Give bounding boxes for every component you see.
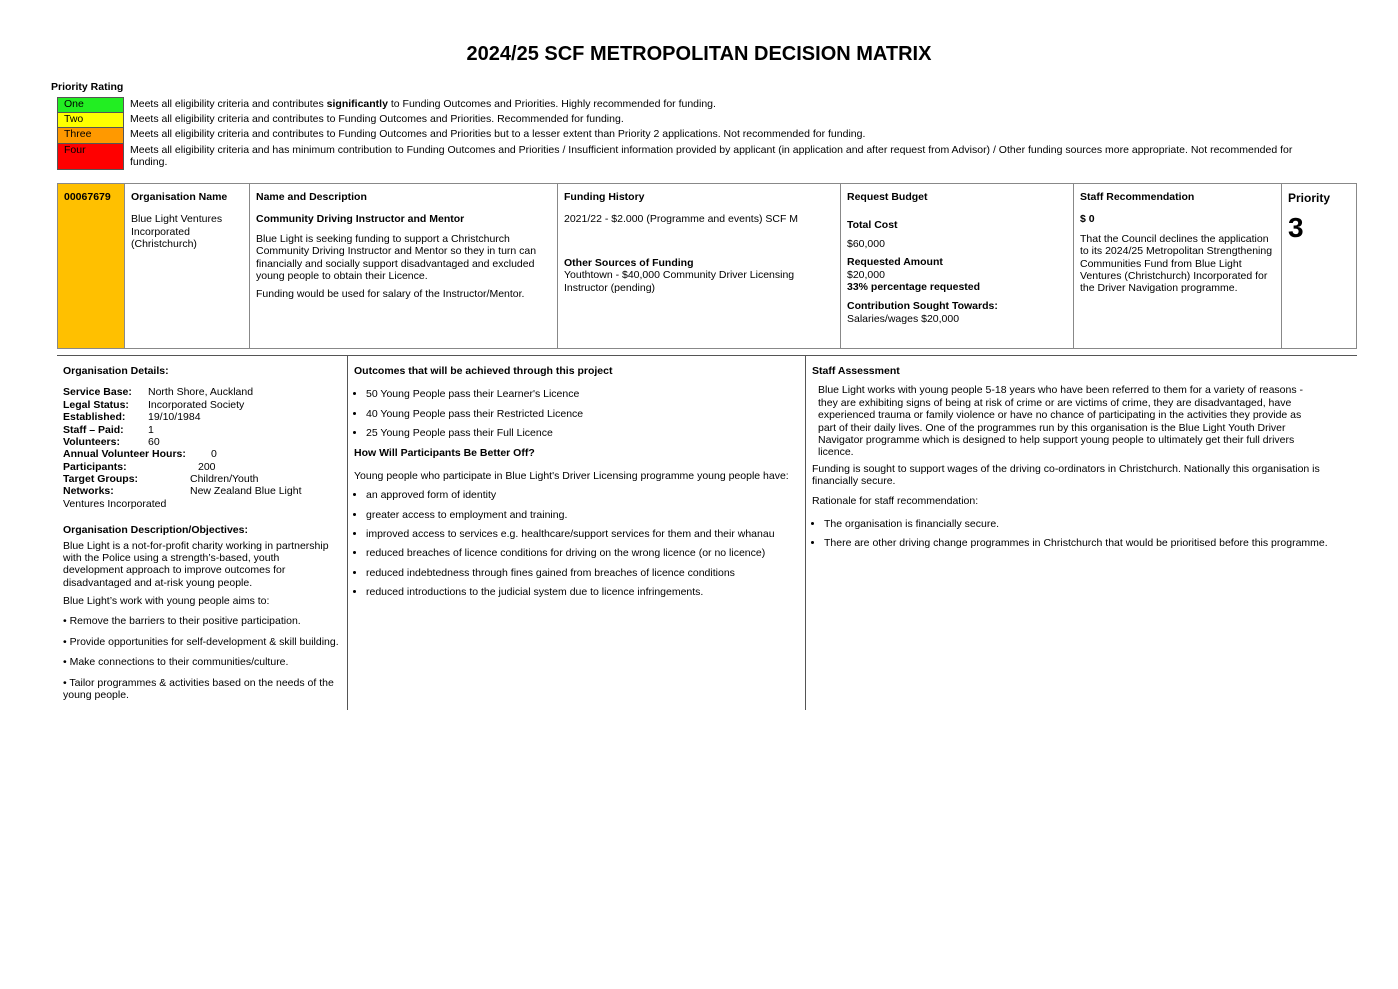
priority-value: 3 — [1288, 212, 1304, 244]
project-name: Community Driving Instructor and Mentor — [256, 213, 465, 226]
staff-recommendation-heading: Staff Recommendation — [1080, 191, 1195, 203]
aim-item: • Tailor programmes & activities based on the needs of the young people. — [63, 676, 334, 701]
priority-row-two — [57, 112, 1317, 127]
rationale-list — [812, 518, 1351, 550]
organisation-name: Blue Light Ventures Incorporated (Christchurch) — [131, 213, 223, 251]
project-funding-use: Funding would be used for salary of the Instructor/Mentor. — [256, 288, 525, 301]
outcome-item: • 50 Young People pass their Learner's Licence — [366, 388, 799, 400]
percentage-requested: 33% percentage requested — [847, 280, 981, 293]
staff-recommendation-cell — [1074, 184, 1282, 348]
requested-amount-label: Requested Amount — [847, 256, 943, 269]
better-off-item: • reduced indebtedness through fines gained from breaches of licence conditions — [366, 567, 799, 579]
organisation-description-heading: Organisation Description/Objectives: — [63, 524, 248, 537]
project-description: Blue Light is seeking funding to support a Christchurch Community Driving Instructor and Mentor so they in turn can financially and socially support disadvantaged and excluded young people to obtain their Licence. — [256, 232, 537, 282]
priority-label: One — [57, 97, 124, 112]
detail-row: Volunteers: 60 — [63, 435, 160, 448]
rationale-item: • The organisation is financially secure. — [824, 518, 1351, 530]
detail-row: Service Base: North Shore, Auckland — [63, 386, 254, 399]
priority-description: Meets all eligibility criteria and contributes to Funding Outcomes and Priorities but to a lesser extent than Priority 2 applications. Not recommended for funding. — [130, 128, 866, 140]
name-description-cell — [250, 184, 558, 348]
page-title: 2024/25 SCF METROPOLITAN DECISION MATRIX — [466, 43, 932, 65]
priority-row-three — [57, 127, 1317, 143]
application-summary-table — [57, 183, 1357, 349]
funding-history-cell — [558, 184, 841, 348]
priority-description: Meets all eligibility criteria and has minimum contribution to Funding Outcomes and Priorities / Insufficient information provided by applicant (in application and after request from Advisor) / Other funding sources more appropriate. Not recommended for funding. — [130, 144, 1293, 169]
aim-item: • Make connections to their communities/culture. — [63, 656, 289, 669]
priority-label: Two — [57, 112, 124, 127]
name-description-heading: Name and Description — [256, 191, 367, 203]
better-off-heading: How Will Participants Be Better Off? — [354, 446, 535, 459]
priority-row-one — [57, 97, 1317, 112]
detail-row: Annual Volunteer Hours: 0 — [63, 448, 217, 461]
better-off-item: • improved access to services e.g. healthcare/support services for them and their whanau — [366, 528, 799, 540]
organisation-name-heading: Organisation Name — [131, 191, 228, 203]
detail-row: Established: 19/10/1984 — [63, 411, 201, 424]
priority-rating-heading: Priority Rating — [51, 81, 124, 93]
priority-row-four — [57, 143, 1317, 170]
better-off-item: • an approved form of identity — [366, 489, 799, 501]
contribution-value: Salaries/wages $20,000 — [847, 312, 960, 325]
organisation-aims-intro: Blue Light’s work with young people aims to: — [63, 595, 270, 607]
organisation-description: Blue Light is a not-for-profit charity working in partnership with the Police using a strength’s-based, youth development approach to improve outcomes for disadvantaged and at-risk young people. — [63, 539, 329, 589]
organisation-name-cell — [125, 184, 250, 348]
organisation-details-heading: Organisation Details: — [63, 365, 169, 377]
priority-cell — [1282, 184, 1356, 348]
total-cost-label: Total Cost — [847, 219, 898, 232]
better-off-item: • reduced introductions to the judicial system due to licence infringements. — [366, 586, 799, 598]
detail-row: Staff – Paid: 1 — [63, 423, 154, 436]
better-off-list — [354, 489, 799, 598]
better-off-item: • greater access to employment and training. — [366, 509, 799, 521]
networks-continued: Ventures Incorporated — [63, 497, 167, 510]
outcome-item: • 25 Young People pass their Full Licence — [366, 427, 799, 439]
detail-row: Target Groups: Children/Youth — [63, 473, 259, 485]
priority-description: Meets all eligibility criteria and contributes significantly to Funding Outcomes and Priorities. Highly recommended for funding. — [130, 98, 716, 110]
priority-description: Meets all eligibility criteria and contributes to Funding Outcomes and Priorities. Recommended for funding. — [130, 113, 624, 125]
other-sources-heading: Other Sources of Funding — [564, 256, 694, 269]
detail-row: Participants: 200 — [63, 460, 216, 473]
staff-assessment-heading: Staff Assessment — [812, 365, 900, 377]
staff-recommendation-text: That the Council declines the application to its 2024/25 Metropolitan Strengthening Communities Fund from Blue Light Ventures (Christchurch) Incorporated for the Driver Navigation programme. — [1080, 232, 1273, 295]
application-id: 00067679 — [58, 184, 125, 348]
better-off-item: • reduced breaches of licence conditions for driving on the wrong licence (or no licence) — [366, 547, 799, 559]
outcome-item: • 40 Young People pass their Restricted Licence — [366, 408, 799, 420]
detail-row: Legal Status: Incorporated Society — [63, 398, 245, 411]
staff-assessment-paragraph: Blue Light works with young people 5-18 years who have been referred to them for a variety of reasons - they are exhibiting signs of being at risk of crime or are victims of crime, they are disadvantaged, have experienced trauma or family violence or have no chance of participating in the activities they provide as part of their daily lives. One of the programmes run by this organisation is the Blue Light Youth Driver Navigator programme which is designed to help support young people to ultimately get their full drivers licence. — [818, 384, 1304, 459]
outcomes-list — [354, 388, 799, 439]
details-section — [57, 355, 1357, 710]
aim-item: • Provide opportunities for self-development & skill building. — [63, 635, 339, 648]
outcomes-heading: Outcomes that will be achieved through this project — [354, 365, 613, 377]
priority-label: Three — [57, 127, 124, 143]
detail-row: Networks: New Zealand Blue Light — [63, 485, 302, 498]
requested-amount-value: $20,000 — [847, 268, 885, 281]
staff-assessment-column — [806, 356, 1357, 710]
rationale-item: • There are other driving change programmes in Christchurch that would be prioritised before this programme. — [824, 537, 1351, 549]
other-sources-entry: Youthtown - $40,000 Community Driver Licensing Instructor (pending) — [564, 269, 795, 294]
staff-assessment-funding: Funding is sought to support wages of the driving co-ordinators in Christchurch. Nationally this organisation is financially secure. — [812, 462, 1320, 487]
contribution-label: Contribution Sought Towards: — [847, 300, 998, 313]
priority-heading: Priority — [1288, 191, 1331, 205]
outcomes-column — [348, 356, 806, 710]
total-cost-value: $60,000 — [847, 237, 885, 250]
better-off-intro: Young people who participate in Blue Light's Driver Licensing programme young people have: — [354, 469, 789, 482]
request-budget-cell — [841, 184, 1074, 348]
priority-rating-legend — [57, 97, 1317, 170]
funding-history-entry: 2021/22 - $2.000 (Programme and events) SCF M — [564, 213, 799, 226]
organisation-details-column — [57, 356, 348, 710]
aim-item: • Remove the barriers to their positive participation. — [63, 615, 301, 628]
priority-label: Four — [57, 143, 124, 170]
rationale-heading: Rationale for staff recommendation: — [812, 495, 979, 508]
request-budget-heading: Request Budget — [847, 191, 928, 203]
funding-history-heading: Funding History — [564, 191, 645, 203]
staff-recommended-amount: $ 0 — [1080, 213, 1095, 226]
